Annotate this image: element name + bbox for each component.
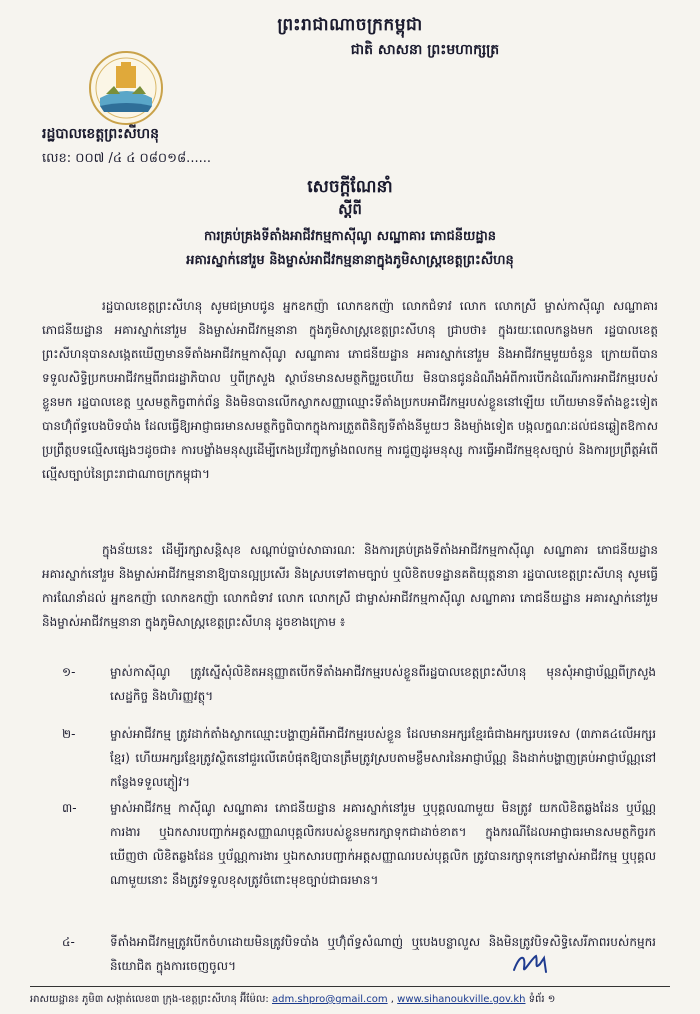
list-item-number: ៤- bbox=[62, 935, 75, 949]
reference-number: លេខ: ០០៧ /៤ ៤ ០៨០១៨...... bbox=[42, 151, 211, 166]
signature-mark-icon bbox=[510, 950, 558, 976]
footer-divider bbox=[30, 986, 670, 987]
body-paragraph: ក្នុងន័យនេះ ដើម្បីរក្សាសន្តិសុខ សណ្តាប់ធ្នាប់សាធារណៈ និងការគ្រប់គ្រងទីតាំងអាជីវកម្មកាស៊ីណូ សណ្ឋាគារ ភោជនីយដ្ឋាន អគារស្នាក់នៅរួម និងម្ចាស់អាជីវកម្មនានាឱ្យបានល្អប្រសើរ និងស្របទៅតាមច្បាប់ ឬលិខិតបទដ្ឋានគតិយុត្តនានា រដ្ឋបាលខេត្តព្រះសីហនុ សូមធ្វើការណែនាំដល់ អ្នកឧកញ៉ា លោកឧកញ៉ា លោកជំទាវ លោក លោកស្រី ជាម្ចាស់អាជីវកម្មកាស៊ីណូ សណ្ឋាគារ ភោជនីយដ្ឋាន អគារស្នាក់នៅរួម និងម្ចាស់អាជីវកម្មនានា ក្នុងភូមិសាស្ត្រខេត្តព្រះសីហនុ ដូចខាងក្រោម ៖ bbox=[42, 543, 658, 629]
list-item-text: ម្ចាស់អាជីវកម្ម ត្រូវដាក់តាំងស្លាកឈ្មោះបង្ហាញអំពីអាជីវកម្មរបស់ខ្លួន ដែលមានអក្សរខ្មែរធំជាងអក្សរបរទេស (៣ភាគ៤លើអក្សរខ្មែរ) ហើយអក្សរខ្មែរត្រូវស្ថិតនៅជួរលើគេបំផុតឱ្យបានត្រឹមត្រូវស្របតាមខ្លឹមសារនៃអាជ្ញាប័ណ្ណ និងដាក់បង្ហាញគ្រប់អាជ្ញាប័ណ្ណនៅកន្លែងទទួលភ្ញៀវ។ bbox=[110, 727, 656, 789]
document-subtitle: ស្តីពី bbox=[338, 200, 362, 218]
footer-email-link[interactable]: adm.shpro@gmail.com bbox=[271, 994, 388, 1005]
list-item-text: ម្ចាស់កាស៊ីណូ ត្រូវស្នើសុំលិខិតអនុញ្ញាតបើកទីតាំងអាជីវកម្មរបស់ខ្លួនពីរដ្ឋបាលខេត្តព្រះសីហនុ មុនសុំអាជ្ញាប័ណ្ណពីក្រសួងសេដ្ឋកិច្ច និងហិរញ្ញវត្ថុ។ bbox=[110, 665, 656, 703]
footer: អាសយដ្ឋាន៖ ភូមិ៣ សង្កាត់លេខ៣ ក្រុង-ខេត្តព្រះសីហនុ អ៊ីម៉ែល: adm.shpro@gmail.com , www.sihanoukville.gov.kh ទំព័រ ១ bbox=[30, 994, 556, 1005]
list-item-number: ២- bbox=[62, 727, 76, 741]
body-paragraph: រដ្ឋបាលខេត្តព្រះសីហនុ សូមជម្រាបជូន អ្នកឧកញ៉ា លោកឧកញ៉ា លោកជំទាវ លោក លោកស្រី ម្ចាស់កាស៊ីណូ សណ្ឋាគារ ភោជនីយដ្ឋាន អគារស្នាក់នៅរួម និងម្ចាស់អាជីវកម្មនានា ក្នុងភូមិសាស្ត្រខេត្តព្រះសីហនុ ជ្រាបថា៖ ក្នុងរយៈពេលកន្លងមក រដ្ឋបាលខេត្តព្រះសីហនុបានសង្កេតឃើញមានទីតាំងអាជីវកម្មកាស៊ីណូ សណ្ឋាគារ ភោជនីយដ្ឋាន អគារស្នាក់នៅរួម និងអាជីវកម្មមួយចំនួន ក្រោយពីបានទទួលសិទ្ធិប្រកបអាជីវកម្មពីរាជរដ្ឋាភិបាល ឬពីក្រសួង ស្ថាប័នមានសមត្ថកិច្ចរួចហើយ មិនបានជូនដំណឹងអំពីការបើកដំណើរការអាជីវកម្មរបស់ខ្លួនមក រដ្ឋបាលខេត្ត ឬសមត្ថកិច្ចពាក់ព័ន្ធ និងមិនបានលើកស្លាកសញ្ញាឈ្មោះទីតាំងប្រកបអាជីវកម្មរបស់ខ្លួននៅឡើយ ហើយមានទីតាំងខ្លះទៀតបានហ៊ុំព័ទ្ធបេងបិទបាំង ដែលធ្វើឱ្យអាជ្ញាធរមានសមត្ថកិច្ចពិបាកក្នុងការត្រួតពិនិត្យទីតាំងនីមួយៗ និងម្យ៉ាងទៀត បង្កលក្ខណៈដល់ជនឆ្លៀតឱកាសប្រព្រឹត្តបទល្មើសផ្សេងៗដូចជា៖ ការបង្ខាំងមនុស្សដើម្បីកេងប្រវ័ញ្ចកម្លាំងពលកម្ម ការជួញដូរមនុស្ស ការធ្វើអាជីវកម្មខុសច្បាប់ និងការប្រព្រឹត្តអំពើល្មើសច្បាប់នៃព្រះរាជាណាចក្រកម្ពុជា។ bbox=[42, 299, 658, 481]
list-item-number: ៣- bbox=[62, 801, 77, 815]
footer-website-link[interactable]: www.sihanoukville.gov.kh bbox=[397, 994, 526, 1005]
document-title: សេចក្តីណែនាំ bbox=[307, 177, 393, 197]
provincial-emblem-icon bbox=[88, 50, 164, 126]
issuing-authority: រដ្ឋបាលខេត្តព្រះសីហនុ bbox=[42, 126, 159, 142]
list-item-text: ម្ចាស់អាជីវកម្ម កាស៊ីណូ សណ្ឋាគារ ភោជនីយដ្ឋាន អគារស្នាក់នៅរួម ឬបុគ្គលណាមួយ មិនត្រូវ យកលិខិតឆ្លងដែន ឬប័ណ្ណការងារ ឬឯកសារបញ្ជាក់អត្តសញ្ញាណបុគ្គលិករបស់ខ្លួនមករក្សាទុកជាដាច់ខាត។ ក្នុងករណីដែលអាជ្ញាធរមានសមត្ថកិច្ចរកឃើញថា លិខិតឆ្លងដែន ឬប័ណ្ណការងារ ឬឯកសារបញ្ជាក់អត្តសញ្ញាណរបស់បុគ្គលិក ត្រូវបានរក្សាទុកនៅម្ចាស់អាជីវកម្ម ឬបុគ្គលណាមួយនោះ នឹងត្រូវទទួលខុសត្រូវចំពោះមុខច្បាប់ជាធរមាន។ bbox=[110, 801, 656, 887]
list-item-text: ទីតាំងអាជីវកម្មត្រូវបើកចំហដោយមិនត្រូវបិទបាំង ឬហ៊ុំព័ទ្ធសំណាញ់ ឬបេងបន្លាលួស និងមិនត្រូវបិទសិទ្ធិសេរីភាពរបស់កម្មករ និយោជិត ក្នុងការចេញចូល។ bbox=[110, 935, 656, 973]
footer-address: អាសយដ្ឋាន៖ ភូមិ៣ សង្កាត់លេខ៣ ក្រុង-ខេត្តព្រះសីហនុ អ៊ីម៉ែល: bbox=[30, 994, 269, 1005]
document-subject-line-1: ការគ្រប់គ្រងទីតាំងអាជីវកម្មកាស៊ីណូ សណ្ឋាគារ ភោជនីយដ្ឋាន bbox=[204, 229, 496, 244]
kingdom-motto: ជាតិ សាសនា ព្រះមហាក្សត្រ bbox=[350, 42, 500, 58]
kingdom-header: ព្រះរាជាណាចក្រកម្ពុជា bbox=[277, 15, 423, 35]
document-subject-line-2: អគារស្នាក់នៅរួម និងម្ចាស់អាជីវកម្មនានាក្នុងភូមិសាស្ត្រខេត្តព្រះសីហនុ bbox=[186, 253, 514, 268]
footer-page-number: ទំព័រ ១ bbox=[528, 994, 556, 1005]
list-item-number: ១- bbox=[62, 665, 76, 679]
